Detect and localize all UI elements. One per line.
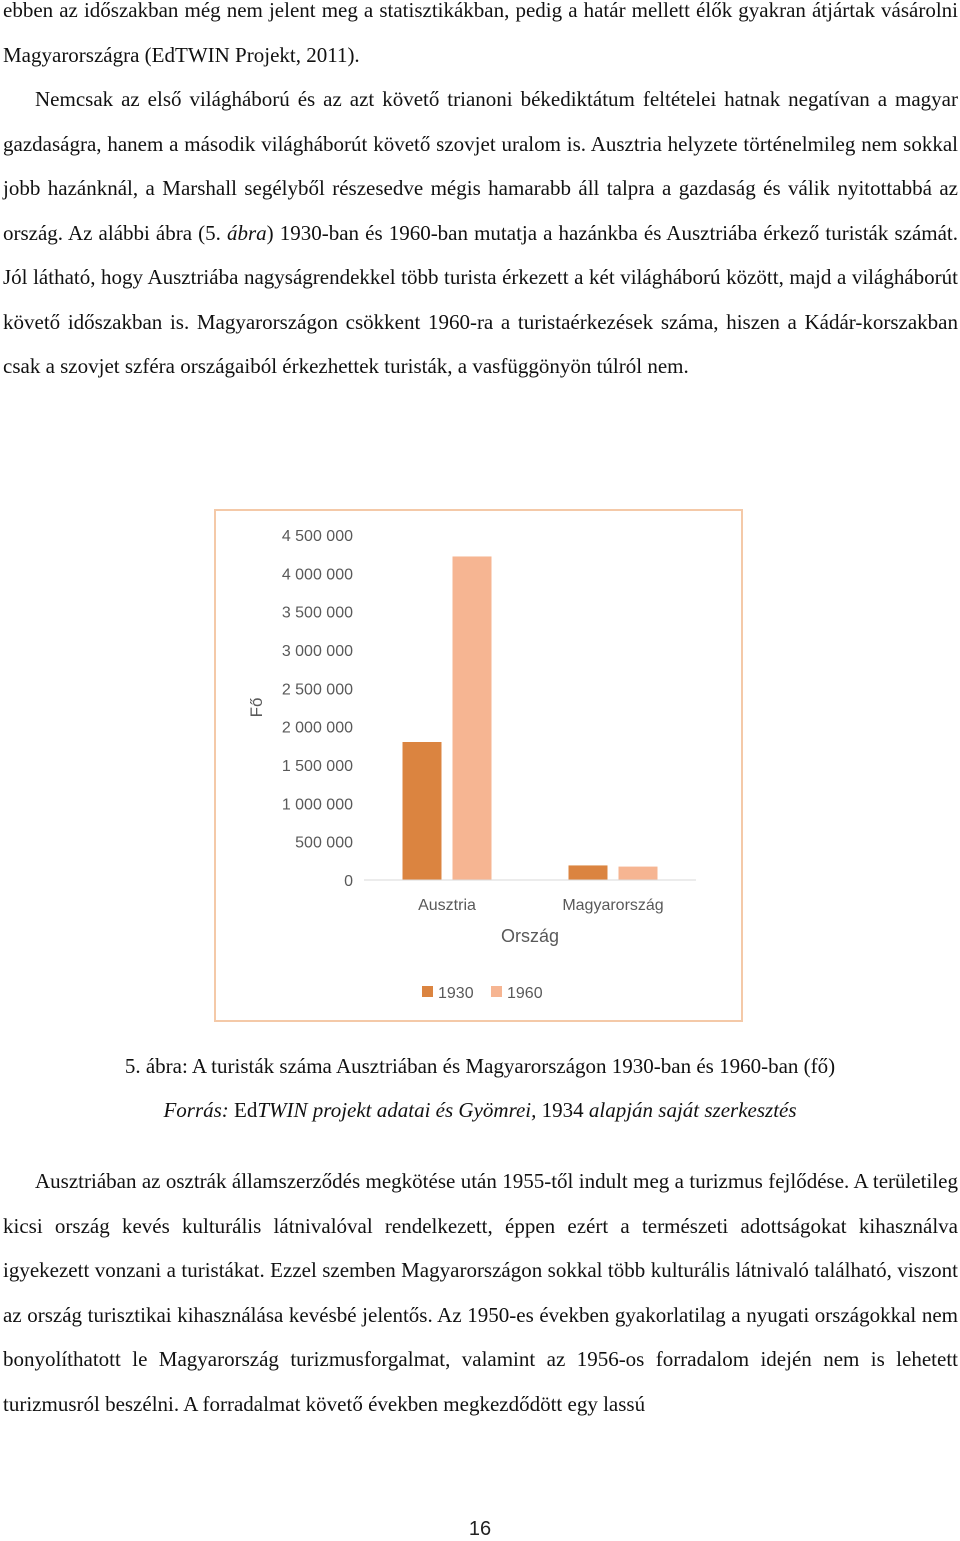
y-tick-label: 4 500 000: [281, 528, 353, 545]
bar-ausztria-1960: [453, 556, 492, 880]
paragraph-text: Nemcsak az első világháború és az azt követő trianoni békediktátum feltételei hatnak negatívan a magyar gazdaságra, hanem a második világháborút követő szovjet uralom is. Ausztria helyzete történelmileg nem sokkal jobb hazánknál, a Marshall segélyből részesedve mégis hamarabb áll talpra a gazdaság és válik nyitottabbá az ország. Az alábbi ábra (5.: [3, 87, 958, 245]
bar-magyarország-1960: [619, 867, 658, 880]
figure-reference-italic: ábra: [226, 220, 267, 245]
y-tick-label: 1 500 000: [281, 758, 353, 775]
bar-magyarország-1930: [569, 865, 608, 880]
bar-ausztria-1930: [403, 742, 442, 880]
y-tick-label: 4 000 000: [281, 566, 353, 584]
legend-label: 1960: [507, 985, 543, 1002]
legend-label: 1930: [438, 985, 474, 1002]
body-paragraph-2: [3, 1159, 958, 1426]
x-tick-label: Ausztria: [418, 897, 476, 914]
paragraph-text: ebben az időszakban még nem jelent meg a statisztikákban, pedig a határ mellett élők gyakran átjártak vásárolni Magyarországra (EdTWIN Projekt, 2011).: [3, 0, 958, 67]
legend-swatch: [422, 986, 433, 997]
y-tick-label: 1 000 000: [281, 796, 353, 814]
figure-source: Forrás: EdTWIN projekt adatai és Gyömrei, 1934 alapján saját szerkesztés: [163, 1098, 797, 1122]
y-tick-label: 3 000 000: [281, 643, 353, 660]
y-tick-label: 3 500 000: [281, 604, 353, 622]
bar-chart: [216, 511, 741, 1020]
x-tick-label: Magyarország: [562, 897, 664, 914]
y-tick-label: 500 000: [295, 834, 353, 852]
y-tick-label: 0: [344, 873, 353, 890]
x-axis-label: Ország: [500, 926, 560, 946]
y-tick-label: 2 000 000: [281, 719, 353, 737]
bar-chart-frame: [214, 509, 743, 1022]
y-axis-label: Fő: [247, 697, 266, 718]
paragraph-text: ) 1930-ban és 1960-ban mutatja a hazánkba és Ausztriába érkező turisták számát. Jól látható, hogy Ausztriába nagyságrendekkel több turista érkezett a két világháború között, majd a világháborút követő időszakban is. Magyarországon csökkent 1960-ra a turistaérkezések száma, hiszen a Kádár-korszakban csak a szovjet szféra országaiból érkezhettek turisták, a vasfüggönyön túlról nem.: [3, 220, 958, 378]
body-paragraph-1: [3, 0, 958, 389]
chart-legend: [422, 985, 543, 1002]
figure-caption: 5. ábra: A turisták száma Ausztriában és Magyarországon 1930-ban és 1960-ban (fő): [124, 1054, 836, 1078]
y-tick-label: 2 500 000: [281, 681, 353, 699]
legend-swatch: [491, 986, 502, 997]
page-number: 16: [468, 1518, 492, 1540]
paragraph-text: Ausztriában az osztrák államszerződés megkötése után 1955-től indult meg a turizmus fejlődése. A területileg kicsi ország kevés kulturális látnivalóval rendelkezett, éppen ezért a természeti adottságokat kihasználva igyekezett vonzani a turistákat. Ezzel szemben Magyarországon sokkal több kulturális látnivaló található, viszont az ország turisztikai kihasználása kevésbé jelentős. Az 1950-es években gyakorlatilag a nyugati országokkal nem bonyolíthatott le Magyarország turizmusforgalmat, valamint az 1956-os forradalom idején nem is lehetett turizmusról beszélni. A forradalmat követő években megkezdődött egy lassú: [3, 1169, 958, 1416]
